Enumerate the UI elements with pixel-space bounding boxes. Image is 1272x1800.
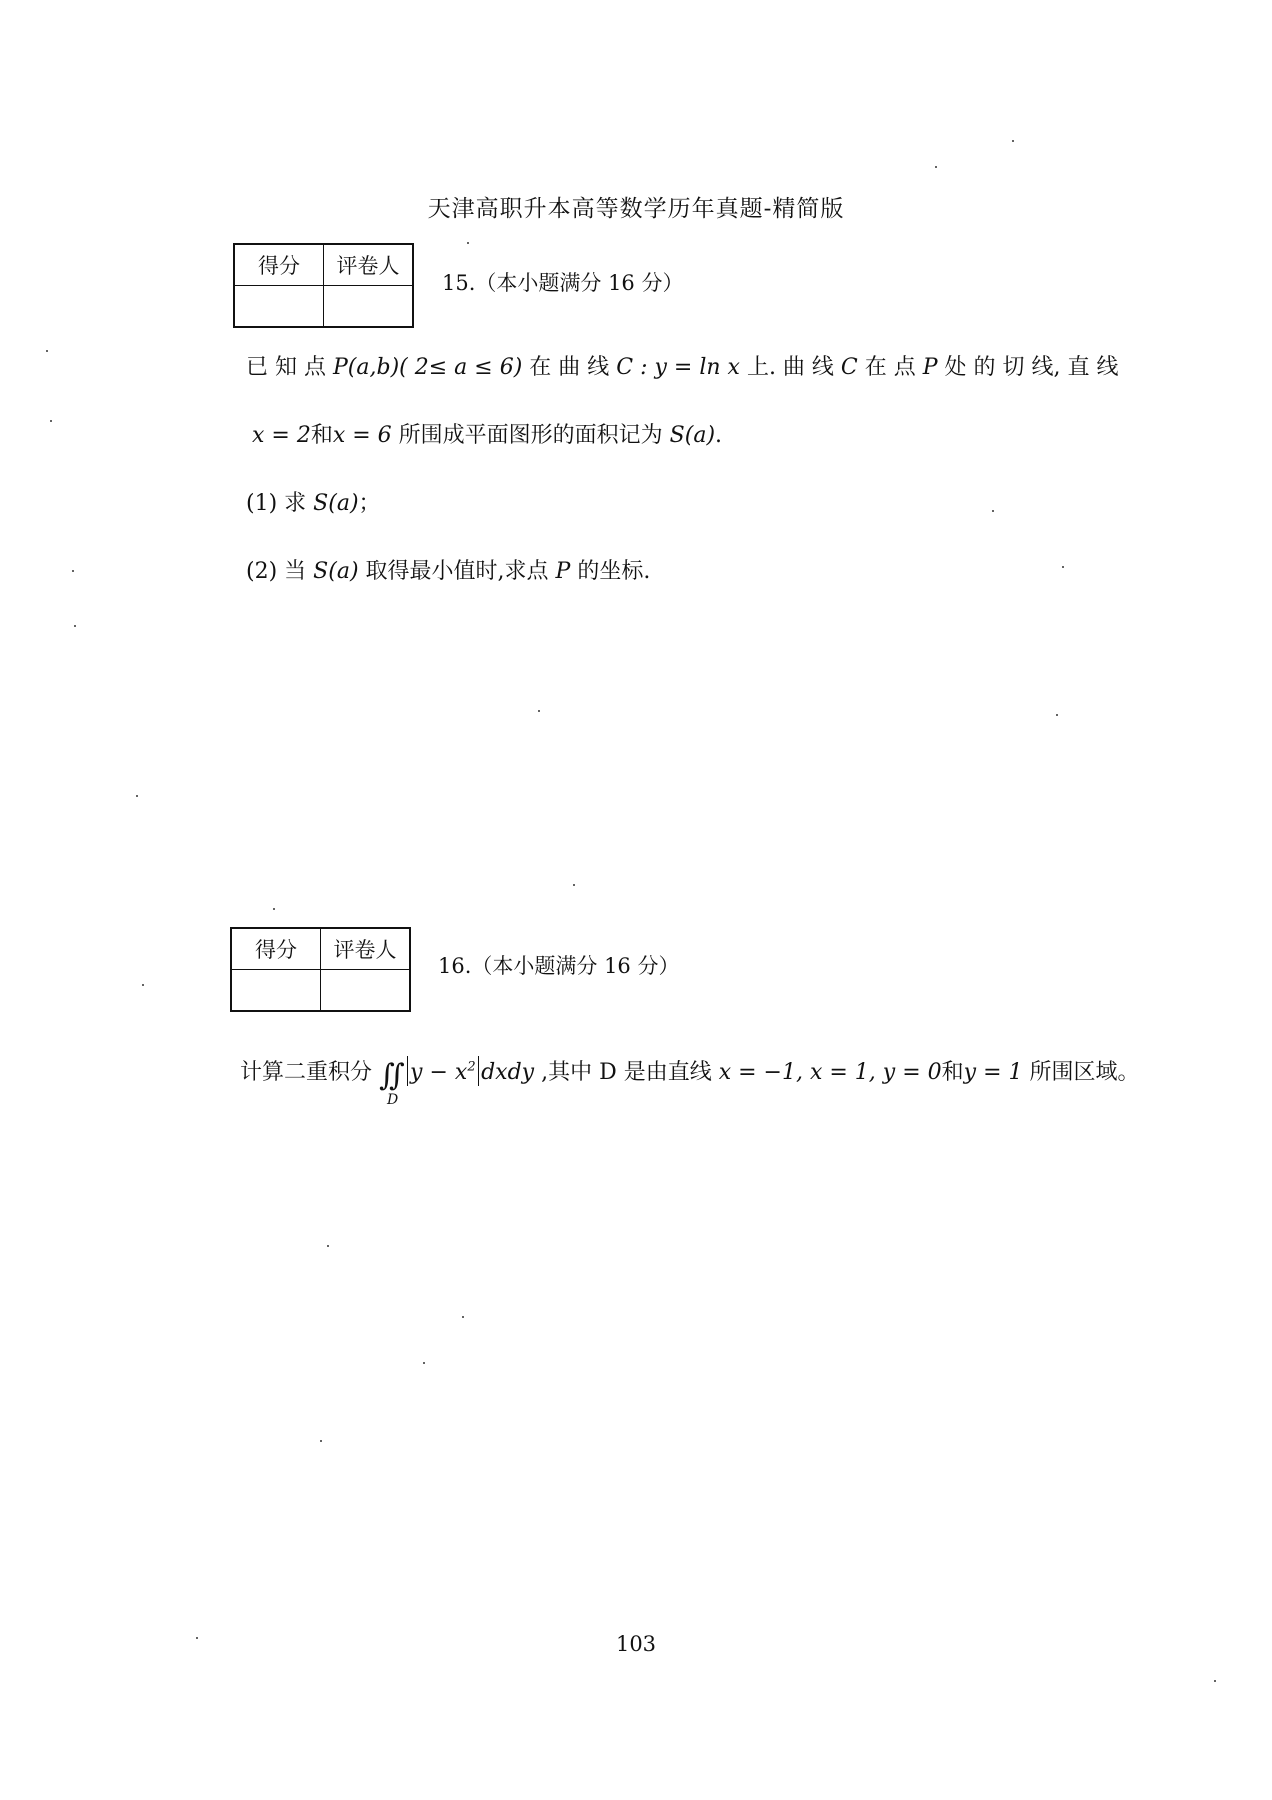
grader-cell [324,286,414,328]
q16-text: 所围区域。 [1022,1060,1140,1085]
scan-speck [1012,140,1014,142]
q15-sa: S(a) [313,491,359,516]
q15-text: 在 曲 线 [522,355,617,380]
q16-statement [240,1055,1140,1108]
q15-range: ( 2≤ a ≤ 6) [399,355,523,380]
q15-text: 求 [277,491,314,516]
q15-sa: S(a) [669,423,716,448]
page-header-title: 天津高职升本高等数学历年真题-精简版 [427,196,845,222]
q16-eq: y = 1 [963,1060,1023,1085]
integral-domain: D [387,1092,399,1108]
q15-text: . [715,423,723,448]
q15-text: 所围成平面图形的面积记为 [391,423,670,448]
q15-text: ； [358,491,381,516]
q15-part2 [246,554,650,585]
scan-speck [273,908,275,910]
q15-text: 处 的 切 线, 直 线 [937,355,1119,380]
q15-text: 上. 曲 线 [739,355,841,380]
q15-p-letter: P [555,559,571,584]
score-label: 得分 [234,244,324,286]
q15-text: 在 点 [857,355,923,380]
q15-text: 的坐标. [570,559,651,584]
scan-speck [46,350,48,352]
scan-speck [136,795,138,797]
score-cell [231,970,321,1012]
q15-line1 [246,350,1119,381]
scan-speck [1214,1680,1216,1682]
scan-speck [935,166,937,168]
score-table-q16 [230,927,411,1012]
scan-speck [50,420,52,422]
q16-title: 16.（本小题满分 16 分） [438,954,680,978]
scan-speck [72,570,74,572]
scan-speck [467,242,469,244]
score-table-q15 [233,243,414,328]
scan-speck [1062,566,1064,568]
scan-speck [142,984,144,986]
part-number: (1) [246,491,278,516]
differential: dxdy [481,1060,535,1085]
q15-title: 15.（本小题满分 16 分） [442,271,684,295]
score-label: 得分 [231,928,321,970]
scan-speck [1056,714,1058,716]
grader-label: 评卷人 [324,244,414,286]
q16-eq: x = −1, x = 1, y = 0 [718,1060,942,1085]
q15-text: 和 [310,423,333,448]
q15-c-letter: C [840,355,858,380]
abs-bar-left [407,1056,409,1086]
q15-line2 [252,418,722,449]
q15-eq: x = 6 [332,423,392,448]
scan-speck [327,1245,329,1247]
integrand: y − x [410,1060,468,1085]
q16-text: 计算二重积分 [240,1060,379,1085]
q15-eq: x = 2 [252,423,311,448]
grader-cell [321,970,411,1012]
q15-curve: C : y = ln x [616,355,740,380]
q15-text: 当 [277,559,314,584]
scan-speck [573,884,575,886]
grader-label: 评卷人 [321,928,411,970]
scan-speck [423,1362,425,1364]
page-number: 103 [615,1632,657,1656]
q15-sa: S(a) [313,559,359,584]
q15-part1 [246,486,381,517]
scan-speck [538,710,540,712]
q16-text: ,其中 D 是由直线 [534,1060,719,1085]
q15-point: P(a,b) [332,355,400,380]
scan-speck [196,1637,198,1639]
double-integral-icon [379,1058,405,1108]
scan-speck [74,625,76,627]
q16-text: 和 [941,1060,964,1085]
scan-speck [320,1440,322,1442]
q15-p-letter: P [922,355,938,380]
score-cell [234,286,324,328]
integral-symbol: ∬ [379,1058,405,1093]
part-number: (2) [246,559,278,584]
scan-speck [992,510,994,512]
q15-text: 取得最小值时,求点 [358,559,556,584]
scan-speck [462,1316,464,1318]
exponent: 2 [467,1059,476,1075]
q15-text: 已 知 点 [246,355,333,380]
abs-bar-right [478,1056,480,1086]
